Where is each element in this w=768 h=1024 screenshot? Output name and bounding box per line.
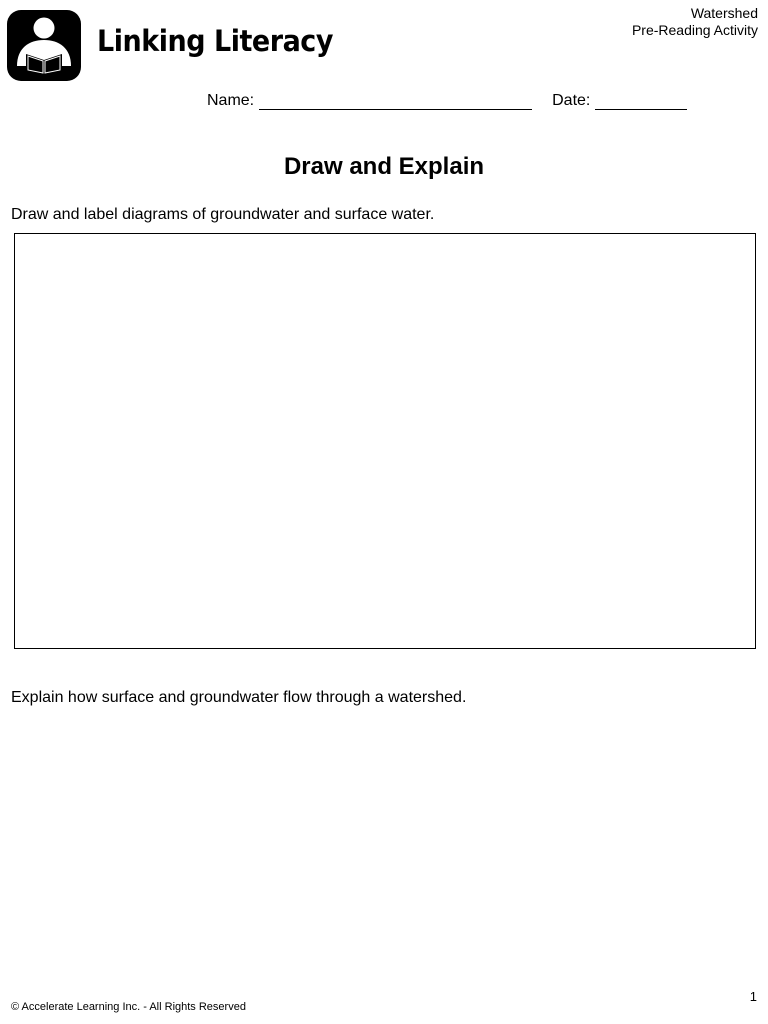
page-number: 1 [749, 989, 757, 1004]
topic-label: Watershed [690, 5, 758, 21]
name-field-line[interactable] [259, 93, 532, 110]
explain-instruction: Explain how surface and groundwater flow through a watershed. [11, 689, 467, 706]
page-title: Draw and Explain [283, 153, 485, 180]
name-date-row [207, 92, 687, 110]
header-info [632, 5, 758, 39]
name-label: Name: [207, 92, 255, 109]
brand-name: Linking Literacy [97, 24, 333, 58]
reader-with-book-icon [7, 10, 81, 81]
copyright-footer: © Accelerate Learning Inc. - All Rights Reserved [11, 1001, 246, 1013]
activity-label: Pre-Reading Activity [631, 22, 758, 38]
date-field-line[interactable] [595, 93, 687, 110]
date-label: Date: [552, 92, 591, 109]
draw-instruction: Draw and label diagrams of groundwater and surface water. [11, 206, 435, 223]
drawing-area[interactable] [14, 233, 756, 649]
